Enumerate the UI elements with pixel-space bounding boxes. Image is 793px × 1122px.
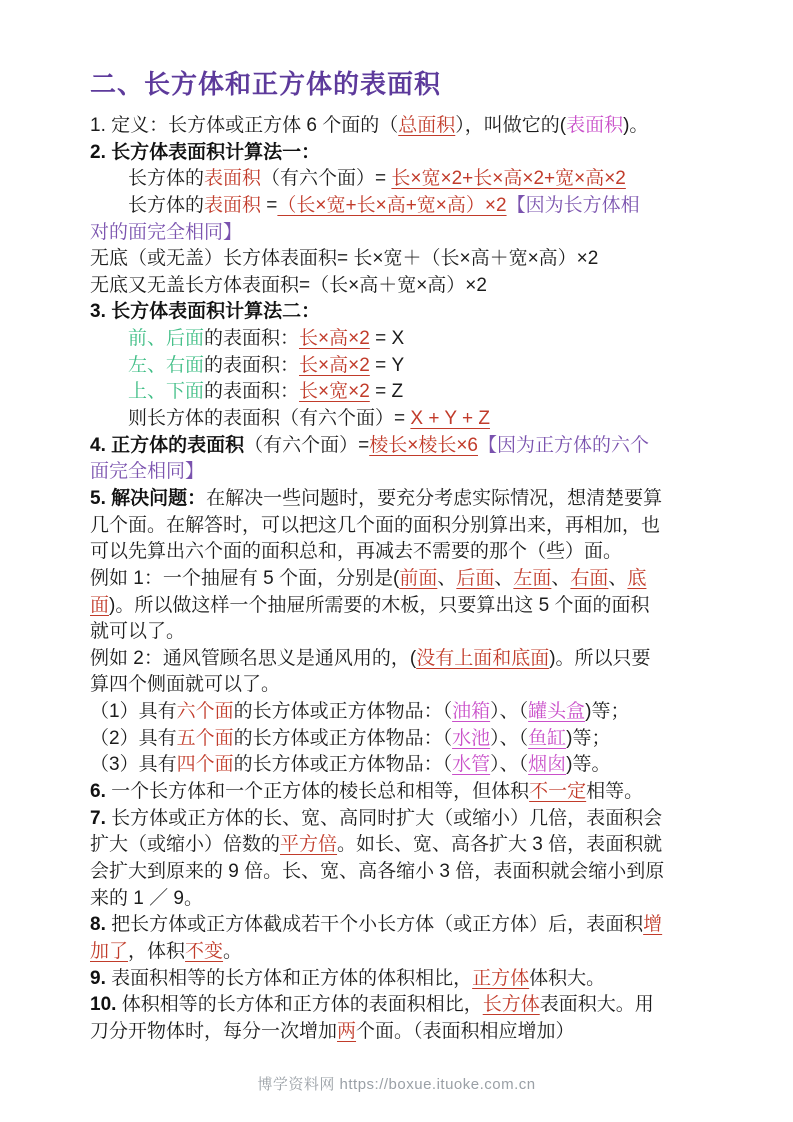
text-segment: 后面: [456, 567, 495, 589]
text-line: [90, 220, 716, 247]
text-segment: 例如 1：一个抽屉有 5 个面，分别是(: [90, 567, 400, 589]
text-segment: 前、后面: [128, 328, 205, 350]
notes-body: [90, 113, 716, 1045]
text-segment: ，体积: [128, 940, 186, 962]
text-line: [90, 326, 716, 353]
text-segment: 底: [627, 567, 647, 589]
text-segment: 正方体: [472, 967, 530, 989]
text-segment: 表面积: [204, 194, 262, 216]
text-segment: 7.: [90, 807, 112, 829]
text-segment: ）、（: [490, 727, 529, 749]
text-segment: )。所以只要: [549, 647, 651, 669]
text-segment: 平方倍: [280, 834, 338, 856]
text-segment: 长方体的: [128, 168, 205, 190]
text-line: [90, 193, 716, 220]
text-line: [90, 752, 716, 779]
text-segment: 长方体的: [128, 194, 205, 216]
text-segment: 无底又无盖长方体表面积=（长×高＋宽×高）×2: [90, 274, 487, 296]
text-line: [90, 539, 716, 566]
text-segment: 来的 1 ／ 9。: [90, 887, 203, 909]
text-segment: 不变: [185, 940, 224, 962]
text-segment: 增: [643, 914, 663, 936]
text-segment: 、: [551, 567, 571, 589]
text-line: [90, 886, 716, 913]
text-segment: 表面积相等的长方体和正方体的体积相比，: [111, 967, 473, 989]
text-segment: 4. 正方体的表面积: [90, 434, 245, 456]
text-segment: )等；: [585, 701, 630, 723]
text-segment: 10.: [90, 994, 122, 1016]
text-segment: 表面积: [566, 115, 624, 136]
text-segment: 体积大。: [529, 967, 606, 989]
text-line: [90, 593, 716, 620]
text-segment: 在解决一些问题时，要充分考虑实际情况，想清楚要算: [206, 487, 663, 509]
text-segment: 6.: [90, 781, 112, 803]
text-line: [90, 646, 716, 673]
text-segment: 长×宽×2+长×高×2+宽×高×2: [391, 168, 626, 190]
text-segment: （1）具有: [90, 701, 177, 723]
text-segment: 2. 长方体表面积计算法一：: [90, 141, 321, 163]
text-segment: 长×高×2: [299, 354, 370, 376]
text-segment: 个面。（表面积相应增加）: [356, 1020, 575, 1042]
text-line: [90, 246, 716, 273]
text-segment: 的长方体或正方体物品：（: [233, 754, 453, 776]
text-segment: 上、下面: [128, 381, 205, 403]
text-segment: 一个长方体和一个正方体的棱长总和相等，但体积: [111, 781, 530, 803]
footer-watermark: 博学资料网 https://boxue.ituoke.com.cn: [257, 1076, 536, 1093]
text-line: [90, 832, 716, 859]
text-segment: （有六个面）=: [261, 168, 392, 190]
text-line: [90, 939, 716, 966]
text-segment: )。: [623, 115, 649, 136]
text-segment: X + Y + Z: [410, 408, 490, 430]
text-line: [90, 379, 716, 406]
text-segment: 相等。: [586, 781, 644, 803]
text-segment: ），叫做它的(: [455, 115, 567, 136]
text-line: [90, 486, 716, 513]
text-line: [90, 672, 716, 699]
text-segment: 可以先算出六个面的面积总和，再减去不需要的那个（些）面。: [90, 541, 623, 563]
text-line: [90, 992, 716, 1019]
text-segment: ）、（: [490, 701, 529, 723]
text-segment: 棱长×棱长×6: [369, 434, 478, 456]
text-segment: （有六个面）=: [244, 434, 370, 456]
text-line: [90, 353, 716, 380]
text-segment: 几个面。在解答时，可以把这几个面的面积分别算出来，再相加，也: [90, 514, 661, 536]
section-title: 二、长方体和正方体的表面积: [90, 69, 442, 99]
text-segment: 对的面完全相同】: [90, 221, 243, 243]
text-line: [90, 1019, 716, 1046]
text-line: [90, 406, 716, 433]
text-segment: 总面积: [398, 115, 456, 136]
text-segment: （2）具有: [90, 727, 177, 749]
text-segment: 、: [608, 567, 628, 589]
text-segment: 两: [337, 1020, 357, 1042]
text-segment: 长方体或正方体的长、宽、高同时扩大（或缩小）几倍，表面积会: [111, 807, 663, 829]
text-segment: 长方体: [482, 994, 540, 1016]
text-segment: （3）具有: [90, 754, 177, 776]
text-segment: 罐头盒: [528, 701, 586, 723]
text-segment: 刀分开物体时，每分一次增加: [90, 1020, 338, 1042]
text-segment: 扩大（或缩小）倍数的: [90, 834, 281, 856]
text-line: [90, 779, 716, 806]
text-line: [90, 859, 716, 886]
text-segment: = Y: [369, 354, 405, 376]
text-line: [90, 912, 716, 939]
text-segment: 则长方体的表面积（有六个面）=: [128, 408, 411, 430]
text-line: [90, 273, 716, 300]
text-segment: 表面积: [204, 168, 262, 190]
text-segment: 六个面: [176, 701, 234, 723]
text-segment: ）、（: [490, 754, 529, 776]
text-line: [90, 459, 716, 486]
text-segment: 1. 定义：长方体或正方体 6 个面的（: [90, 115, 399, 136]
text-segment: 。如长、宽、高各扩大 3 倍，表面积就: [337, 834, 663, 856]
text-segment: 的表面积：: [204, 354, 300, 376]
text-segment: 【因为长方体相: [506, 194, 640, 216]
text-segment: 前面: [399, 567, 438, 589]
text-segment: =: [261, 194, 278, 216]
text-segment: 长×宽×2: [299, 381, 370, 403]
text-line: [90, 699, 716, 726]
text-segment: 五个面: [176, 727, 234, 749]
text-segment: 左面: [513, 567, 552, 589]
text-segment: 右面: [570, 567, 609, 589]
text-segment: 左、右面: [128, 354, 205, 376]
text-segment: )等；: [566, 727, 611, 749]
text-line: [90, 619, 716, 646]
text-segment: 5. 解决问题：: [90, 487, 207, 509]
text-segment: 体积相等的长方体和正方体的表面积相比，: [121, 994, 483, 1016]
text-segment: 水池: [452, 727, 491, 749]
text-line: [90, 113, 716, 140]
text-segment: 例如 2：通风管顾名思义是通风用的，(: [90, 647, 417, 669]
text-segment: 无底（或无盖）长方体表面积= 长×宽＋（长×高＋宽×高）×2: [90, 248, 599, 270]
text-segment: 就可以了。: [90, 621, 186, 643]
text-segment: 鱼缸: [528, 727, 567, 749]
text-segment: )。所以做这样一个抽屉所需要的木板，只要算出这 5 个面的面积: [109, 594, 650, 616]
text-line: [90, 966, 716, 993]
text-segment: 表面积大。用: [539, 994, 654, 1016]
text-segment: （长×宽+长×高+宽×高）×2: [277, 194, 507, 216]
text-segment: 8.: [90, 914, 112, 936]
text-segment: 算四个侧面就可以了。: [90, 674, 281, 696]
text-line: [90, 166, 716, 193]
text-segment: 四个面: [176, 754, 234, 776]
text-segment: = Z: [369, 381, 404, 403]
text-segment: 【因为正方体的六个: [478, 434, 650, 456]
text-line: [90, 299, 716, 326]
text-segment: = X: [369, 328, 405, 350]
text-segment: 3. 长方体表面积计算法二：: [90, 301, 321, 323]
text-segment: 的表面积：: [204, 381, 300, 403]
text-segment: 把长方体或正方体截成若干个小长方体（或正方体）后，表面积: [111, 914, 644, 936]
text-line: [90, 433, 716, 460]
text-segment: 没有上面和底面: [416, 647, 550, 669]
text-segment: 水管: [452, 754, 491, 776]
text-line: [90, 726, 716, 753]
text-segment: 面完全相同】: [90, 461, 205, 483]
text-segment: 加了: [90, 940, 129, 962]
text-segment: 会扩大到原来的 9 倍。长、宽、高各缩小 3 倍，表面积就会缩小到原: [90, 860, 665, 882]
text-line: [90, 566, 716, 593]
text-segment: 9.: [90, 967, 112, 989]
text-segment: 的长方体或正方体物品：（: [233, 727, 453, 749]
text-line: [90, 140, 716, 167]
text-line: [90, 806, 716, 833]
text-segment: 、: [494, 567, 514, 589]
text-segment: 长×高×2: [299, 328, 370, 350]
text-segment: 不一定: [529, 781, 587, 803]
text-segment: 烟囱: [528, 754, 567, 776]
text-line: [90, 513, 716, 540]
text-segment: 、: [437, 567, 457, 589]
text-segment: 油箱: [452, 701, 491, 723]
text-segment: 的表面积：: [204, 328, 300, 350]
text-segment: 的长方体或正方体物品：（: [233, 701, 453, 723]
text-segment: )等。: [566, 754, 611, 776]
text-segment: 面: [90, 594, 110, 616]
text-segment: 。: [223, 940, 243, 962]
